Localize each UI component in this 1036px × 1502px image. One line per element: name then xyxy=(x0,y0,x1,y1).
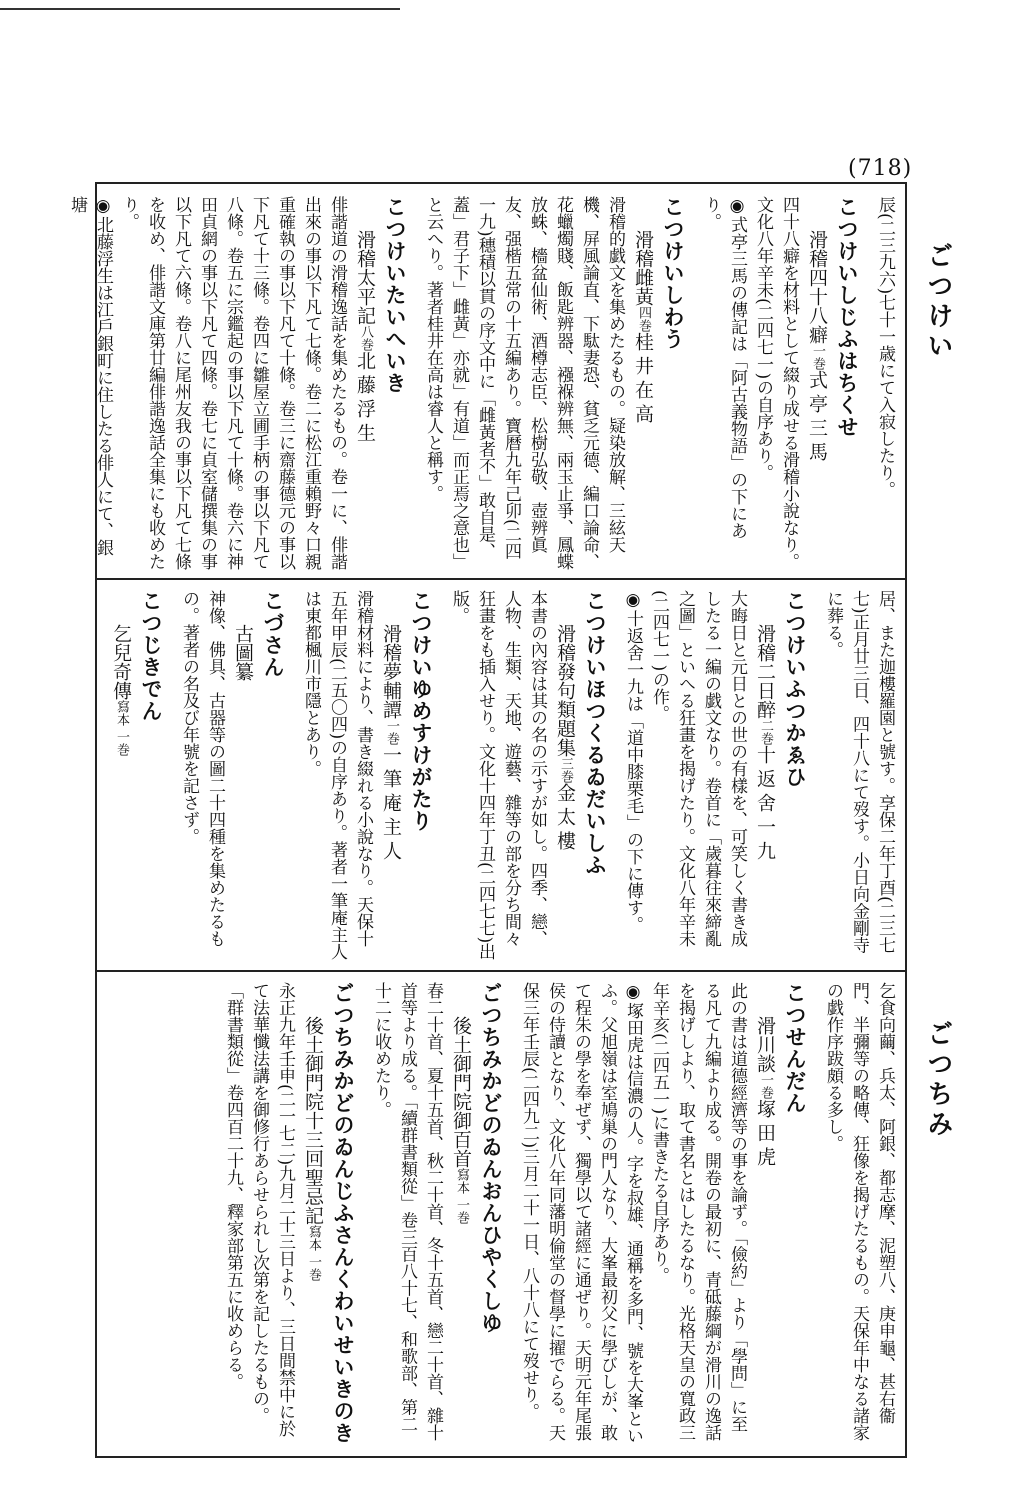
entry-text: 大晦日と元日との世の有樣を、可笑しく書き成したる一編の戯文なり。卷首に「歲暮往來締亂之圖」といへる狂畫を揭げたり。文化八年辛未(二四七一)の作。 xyxy=(649,590,747,947)
entry-volume: 寫本 一巻 xyxy=(114,700,129,757)
dictionary-entry xyxy=(420,196,688,570)
entry-author: 桂井在高 xyxy=(632,332,654,428)
entry-title: 滑稽雌黃 xyxy=(632,230,654,306)
entry-title-line xyxy=(350,196,380,570)
entry-text: 四十八癖を材料として綴り成せる滑稽小說なり。文化八年辛未(二四七一)の自序あり。 xyxy=(753,196,799,570)
entry-volume: 四巻 xyxy=(636,306,651,332)
entry-title: 古圖纂 xyxy=(232,624,254,681)
entry-title: 乞兒奇傳 xyxy=(110,624,132,700)
entry-author: 式亭三馬 xyxy=(806,370,828,466)
entry-text: 滑稽的戯文を集めたるもの。疑染放解、三絃天機、屏風論直、下駄妻恐、貧乏元德、編口論命、花蠟燭賤、飯匙辨器、襁褓辨無、兩玉止爭、鳳蝶放蛛、檣盆仙術、酒樽志臣、松樹弘敬、壺辨眞友、强楷五常の十五編あり。寶曆九年己卯(二四一九)穗積以貫の序文中に「雌黃者不」敢自是、蓋」君子下」雌黃」亦就」有道」而正焉之意也」と云へり。著者桂井在高は睿人と稱す。 xyxy=(423,196,625,570)
entry-volume: 八巻 xyxy=(358,325,373,351)
entry-volume: 三巻 xyxy=(558,757,573,783)
entry-author: 北藤浮生 xyxy=(354,351,376,447)
dictionary-entry xyxy=(698,196,862,570)
entry-reading: こづさん xyxy=(261,590,286,678)
dictionary-entry xyxy=(106,590,166,962)
entry-title: 滑稽發句類題集 xyxy=(554,624,576,757)
entry-text: 乞食向繭、兵太、阿銀、都志摩、泥塑八、庚申龜、甚右衞門、半彌等の略傳、狂像を揭げたるもの。天保年中なる諸家の戯作序跋頗る多し。 xyxy=(823,982,895,1441)
entry-title: 滑稽太平記 xyxy=(354,230,376,325)
entry-text: 居、また迦樓羅園と號す。享保二年丁酉(二三七七)正月廿三日、四十八にて歿す。小日向金剛寺に葬る。 xyxy=(823,590,895,954)
entry-title-line xyxy=(106,590,136,962)
entry-title-line xyxy=(750,982,780,1444)
entry-title-line xyxy=(802,196,832,570)
section-middle xyxy=(110,590,898,962)
entry-title-line xyxy=(298,982,328,1444)
entry-reading: こつけいたいへいき xyxy=(383,196,408,394)
dictionary-entry xyxy=(368,982,506,1444)
dictionary-entry xyxy=(298,590,436,962)
entry-reading: こつけいゆめすけがたり xyxy=(409,590,434,832)
entry-title: 滑川談 xyxy=(754,1016,776,1073)
entry-text: 此の書は道德經濟等の事を論ず。「儉約」より「學問」に至る凡て九編より成る。開卷の最初に、青砥藤綱が滑川の逸話を揭げしより、取て書名とはしたるなり。光格天皇の寬政三年辛亥(二四五一)に書きたる自序あり。 xyxy=(649,982,747,1441)
section-divider-upper xyxy=(97,578,905,580)
section-bottom xyxy=(110,982,898,1444)
entry-text: ◉塚田虎は信濃の人。字を叔雄、通稱を多門、號を大峯といふ。父旭嶺は室鳩巢の門人なり、大峯最初父に學びしが、敢て程朱の學を奉ぜず、獨學以て諸經に通ぜり。天明元年尾張侯の侍讀となり、文化八年同藩明倫堂の督學に擢でらる。天保三年壬辰(二四九二)三月二十一日、八十八にて歿せり。 xyxy=(519,982,643,1444)
entry-reading: ごつちみかどのゐんじふさんくわいせいきのき xyxy=(331,982,356,1444)
dictionary-entry xyxy=(446,590,610,962)
entry-reading: こつじきでん xyxy=(139,590,164,722)
entry-text: 滑稽材料により、書き綴れる小說なり。天保十五年甲辰(二五〇四)の自序あり。著者一筆庵主人は東都楓川市隱とあり。 xyxy=(301,590,373,961)
dictionary-entry xyxy=(220,982,358,1444)
entry-volume: 寫本 一巻 xyxy=(454,1168,469,1225)
entry-title-line xyxy=(550,590,580,962)
headword-gotsukei: ごつけい xyxy=(923,242,953,362)
entry-author: 塚田虎 xyxy=(754,1099,776,1171)
dictionary-entry xyxy=(176,590,288,962)
entry-title: 後土御門院御百首 xyxy=(450,1016,472,1168)
entry-author: 金太樓 xyxy=(554,783,576,855)
entry-volume: 寫本 一巻 xyxy=(306,1225,321,1282)
entry-volume: 一巻 xyxy=(384,719,399,745)
entry-text: ◉式亭三馬の傳記は「阿古義物語」の下にあり。 xyxy=(701,196,747,539)
entry-reading: こつけいほつくるゐだいしふ xyxy=(583,590,608,876)
entry-reading: こつせんだん xyxy=(783,982,808,1114)
section-divider-lower xyxy=(97,970,905,972)
entry-title-line xyxy=(750,590,780,962)
continuation-entry xyxy=(872,196,898,570)
entry-author: 十返舍一九 xyxy=(754,745,776,865)
section-top xyxy=(67,196,898,570)
entry-title: 滑稽四十八癖 xyxy=(806,230,828,344)
dictionary-entry xyxy=(64,196,410,570)
entry-text: ◉十返舍一九は「道中膝栗毛」の下に傳す。 xyxy=(623,590,643,933)
entry-reading: こつけいしわう xyxy=(661,196,686,350)
entry-text: 永正九年壬申(二一七二)九月二十三日より、三日間禁中に於て法華懺法講を御修行あらせられし次第を記したるもの。「群書類從」卷四百二十九、釋家部第五に收めらる。 xyxy=(223,982,295,1438)
entry-text: 本書の內容は其の名の示すが如し。四季、戀、人物、生類、天地、遊藝、雜等の部を分ち間々狂畫をも插入せり。文化十四年丁丑(二四七七)出版。 xyxy=(449,590,547,961)
page-number: (718) xyxy=(848,156,913,181)
entry-title-line xyxy=(228,590,258,962)
entry-title: 後土御門院十三回聖忌記 xyxy=(302,1016,324,1225)
entry-title: 滑稽二日醉 xyxy=(754,624,776,719)
entry-author: 一筆庵主人 xyxy=(380,745,402,865)
entry-text: 辰(二三九六)七十一歳にて入寂したり。 xyxy=(875,196,895,499)
entry-volume: 一巻 xyxy=(810,344,825,370)
headword-gotsuchimi: ごつちみ xyxy=(923,1020,953,1140)
continuation-entry xyxy=(820,982,898,1444)
entry-title-line xyxy=(446,982,476,1444)
entry-volume: 一巻 xyxy=(758,1073,773,1099)
entry-title-line xyxy=(628,196,658,570)
top-edge-rule xyxy=(0,8,400,10)
continuation-entry xyxy=(820,590,898,962)
entry-text: 神像、佛具、古器等の圖二十四種を集めたるもの。著者の名及び年號を記さず。 xyxy=(179,590,225,947)
dictionary-entry xyxy=(620,590,810,962)
entry-text: 春二十首、夏十五首、秋二十首、冬十五首、戀二十首、雜十首等より成る。「續群書類從」卷三百八十七、和歌部、第二十二に收めたり。 xyxy=(371,982,443,1441)
entry-text: ◉北藤浮生は江戶銀町に住したる俳人にて、銀塘 xyxy=(67,196,113,556)
dictionary-entry xyxy=(516,982,810,1444)
entry-text: 俳諧道の滑稽逸話を集めたるもの。卷一に、俳諧出來の事以下凡て七條。卷二に松江重賴野々口親重確執の事以下凡て十條。卷三に齋藤德元の事以下凡て十三條。卷四に雛屋立圃手柄の事以下凡て八條。卷五に宗鑑起の事以下凡て十條。卷六に神田貞網の事以下凡て四條。卷七に貞室儲撰集の事以下凡て六條。卷八に尾州友我の事以下凡て七條を收め、俳諧文庫第廿編俳諧逸話全集にも收めたり。 xyxy=(119,196,347,570)
entry-volume: 二巻 xyxy=(758,719,773,745)
entry-title-line xyxy=(376,590,406,962)
entry-title: 滑稽夢輔譚 xyxy=(380,624,402,719)
entry-reading: こつけいしじふはちくせ xyxy=(835,196,860,438)
entry-reading: こつけいふつかゑひ xyxy=(783,590,808,788)
entry-reading: ごつちみかどのゐんおんひやくしゆ xyxy=(479,982,504,1334)
